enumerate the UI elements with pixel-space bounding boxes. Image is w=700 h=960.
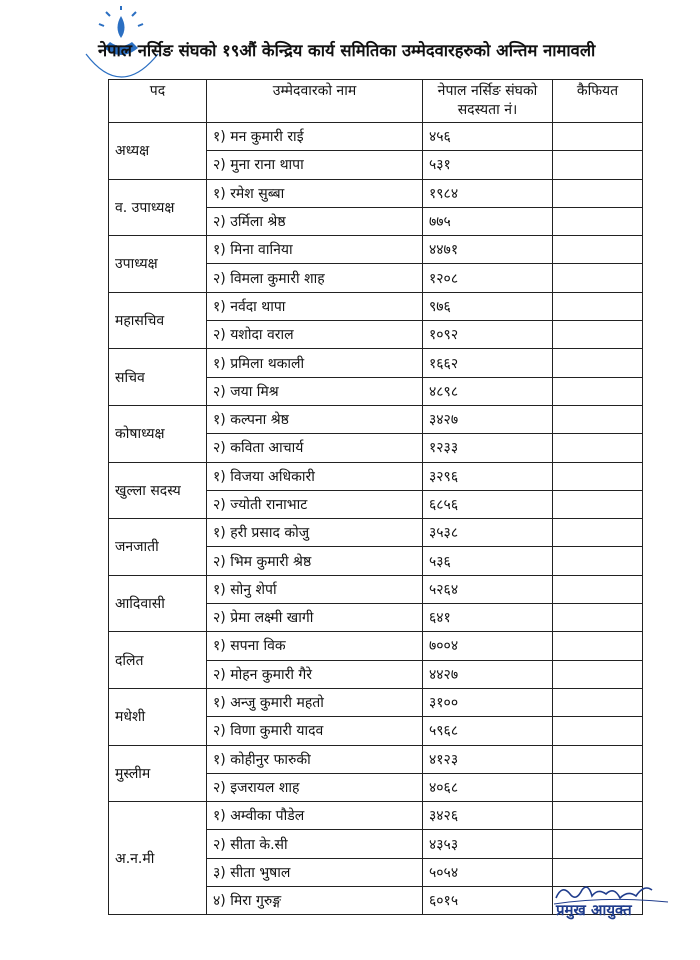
candidate-name-cell: २) उर्मिला श्रेष्ठ — [207, 207, 423, 235]
candidate-name-cell: २) सीता के.सी — [207, 830, 423, 858]
table-row — [109, 179, 643, 207]
candidate-name-cell: २) ज्योती रानाभाट — [207, 490, 423, 518]
membership-no-cell: ६८५६ — [423, 490, 553, 518]
membership-no-cell: ४४७१ — [423, 236, 553, 264]
candidate-name-cell: २) जया मिश्र — [207, 377, 423, 405]
membership-no-cell: ५३१ — [423, 151, 553, 179]
header-membership-no — [423, 80, 553, 123]
table-header-row — [109, 80, 643, 123]
remarks-cell — [553, 745, 643, 773]
header-membership-line2: सदस्यता नं। — [457, 102, 518, 118]
membership-no-cell: ६०१५ — [423, 887, 553, 915]
remarks-cell — [553, 519, 643, 547]
table-row — [109, 575, 643, 603]
candidate-name-cell: २) भिम कुमारी श्रेष्ठ — [207, 547, 423, 575]
candidate-name-cell: १) मन कुमारी राई — [207, 123, 423, 151]
membership-no-cell: ७००४ — [423, 632, 553, 660]
table-row — [109, 802, 643, 830]
post-cell: मुस्लीम — [109, 745, 207, 802]
remarks-cell — [553, 773, 643, 801]
table-row — [109, 745, 643, 773]
candidate-name-cell: २) विणा कुमारी यादव — [207, 717, 423, 745]
remarks-cell — [553, 688, 643, 716]
table-row — [109, 688, 643, 716]
table-row — [109, 292, 643, 320]
post-cell: सचिव — [109, 349, 207, 406]
post-cell: व. उपाध्यक्ष — [109, 179, 207, 236]
candidate-name-cell: १) अन्जु कुमारी महतो — [207, 688, 423, 716]
remarks-cell — [553, 349, 643, 377]
candidate-name-cell: २) प्रेमा लक्ष्मी खागी — [207, 604, 423, 632]
membership-no-cell: १०९२ — [423, 321, 553, 349]
table-row — [109, 405, 643, 433]
membership-no-cell: ४५६ — [423, 123, 553, 151]
header-candidate-name: उम्मेदवारको नाम — [207, 80, 423, 123]
remarks-cell — [553, 377, 643, 405]
post-cell: अ.न.मी — [109, 802, 207, 915]
remarks-cell — [553, 575, 643, 603]
membership-no-cell: ५२६४ — [423, 575, 553, 603]
candidate-name-cell: १) हरी प्रसाद कोजु — [207, 519, 423, 547]
remarks-cell — [553, 462, 643, 490]
remarks-cell — [553, 292, 643, 320]
remarks-cell — [553, 179, 643, 207]
post-cell: अध्यक्ष — [109, 123, 207, 180]
table-row — [109, 349, 643, 377]
candidate-name-cell: १) रमेश सुब्बा — [207, 179, 423, 207]
table-body — [109, 123, 643, 915]
membership-no-cell: १६६२ — [423, 349, 553, 377]
remarks-cell — [553, 123, 643, 151]
membership-no-cell: ४४२७ — [423, 660, 553, 688]
membership-no-cell: ९७६ — [423, 292, 553, 320]
header-post: पद — [109, 80, 207, 123]
remarks-cell — [553, 151, 643, 179]
table-row — [109, 462, 643, 490]
membership-no-cell: ४३५३ — [423, 830, 553, 858]
membership-no-cell: १२०८ — [423, 264, 553, 292]
candidate-name-cell: १) प्रमिला थकाली — [207, 349, 423, 377]
remarks-cell — [553, 405, 643, 433]
candidate-name-cell: १) अम्वीका पौडेल — [207, 802, 423, 830]
membership-no-cell: ७७५ — [423, 207, 553, 235]
membership-no-cell: १९८४ — [423, 179, 553, 207]
remarks-cell — [553, 632, 643, 660]
membership-no-cell: १२३३ — [423, 434, 553, 462]
remarks-cell — [553, 236, 643, 264]
candidate-name-cell: ४) मिरा गुरुङ्ग — [207, 887, 423, 915]
membership-no-cell: ५९६८ — [423, 717, 553, 745]
page-title: नेपाल नर्सिङ संघको १९औं केन्द्रिय कार्य समितिका उम्मेदवारहरुको अन्तिम नामावली — [98, 41, 596, 60]
post-cell: दलित — [109, 632, 207, 689]
candidate-name-cell: १) मिना वानिया — [207, 236, 423, 264]
remarks-cell — [553, 490, 643, 518]
remarks-cell — [553, 264, 643, 292]
membership-no-cell: ४१२३ — [423, 745, 553, 773]
table-row — [109, 519, 643, 547]
membership-no-cell: ३५३८ — [423, 519, 553, 547]
candidate-name-cell: ३) सीता भुषाल — [207, 858, 423, 886]
table-row — [109, 632, 643, 660]
remarks-cell — [553, 547, 643, 575]
membership-no-cell: ३४२७ — [423, 405, 553, 433]
candidate-table — [108, 79, 643, 915]
header-remarks: कैफियत — [553, 80, 643, 123]
remarks-cell — [553, 434, 643, 462]
remarks-cell — [553, 802, 643, 830]
membership-no-cell: ३४२६ — [423, 802, 553, 830]
candidate-name-cell: २) यशोदा वराल — [207, 321, 423, 349]
remarks-cell — [553, 660, 643, 688]
table-row — [109, 123, 643, 151]
candidate-name-cell: १) नर्वदा थापा — [207, 292, 423, 320]
table-row — [109, 236, 643, 264]
membership-no-cell: ५३६ — [423, 547, 553, 575]
remarks-cell — [553, 207, 643, 235]
post-cell: उपाध्यक्ष — [109, 236, 207, 293]
membership-no-cell: ५०५४ — [423, 858, 553, 886]
post-cell: आदिवासी — [109, 575, 207, 632]
candidate-name-cell: १) विजया अधिकारी — [207, 462, 423, 490]
header-membership-line1: नेपाल नर्सिङ संघको — [437, 83, 538, 99]
candidate-name-cell: १) कल्पना श्रेष्ठ — [207, 405, 423, 433]
membership-no-cell: ६४१ — [423, 604, 553, 632]
candidate-name-cell: २) विमला कुमारी शाह — [207, 264, 423, 292]
candidate-name-cell: १) कोहीनुर फारुकी — [207, 745, 423, 773]
candidate-name-cell: १) सपना विक — [207, 632, 423, 660]
membership-no-cell: ३१०० — [423, 688, 553, 716]
candidate-name-cell: २) इजरायल शाह — [207, 773, 423, 801]
remarks-cell — [553, 830, 643, 858]
post-cell: मधेशी — [109, 688, 207, 745]
signature-title: प्रमुख आयुक्त — [556, 901, 632, 919]
remarks-cell — [553, 717, 643, 745]
membership-no-cell: ४०६८ — [423, 773, 553, 801]
remarks-cell — [553, 321, 643, 349]
candidate-name-cell: २) मोहन कुमारी गैरे — [207, 660, 423, 688]
membership-no-cell: ३२९६ — [423, 462, 553, 490]
post-cell: जनजाती — [109, 519, 207, 576]
post-cell: खुल्ला सदस्य — [109, 462, 207, 519]
post-cell: कोषाध्यक्ष — [109, 405, 207, 462]
post-cell: महासचिव — [109, 292, 207, 349]
candidate-name-cell: २) मुना राना थापा — [207, 151, 423, 179]
remarks-cell — [553, 604, 643, 632]
candidate-name-cell: २) कविता आचार्य — [207, 434, 423, 462]
candidate-name-cell: १) सोनु शेर्पा — [207, 575, 423, 603]
membership-no-cell: ४८९८ — [423, 377, 553, 405]
